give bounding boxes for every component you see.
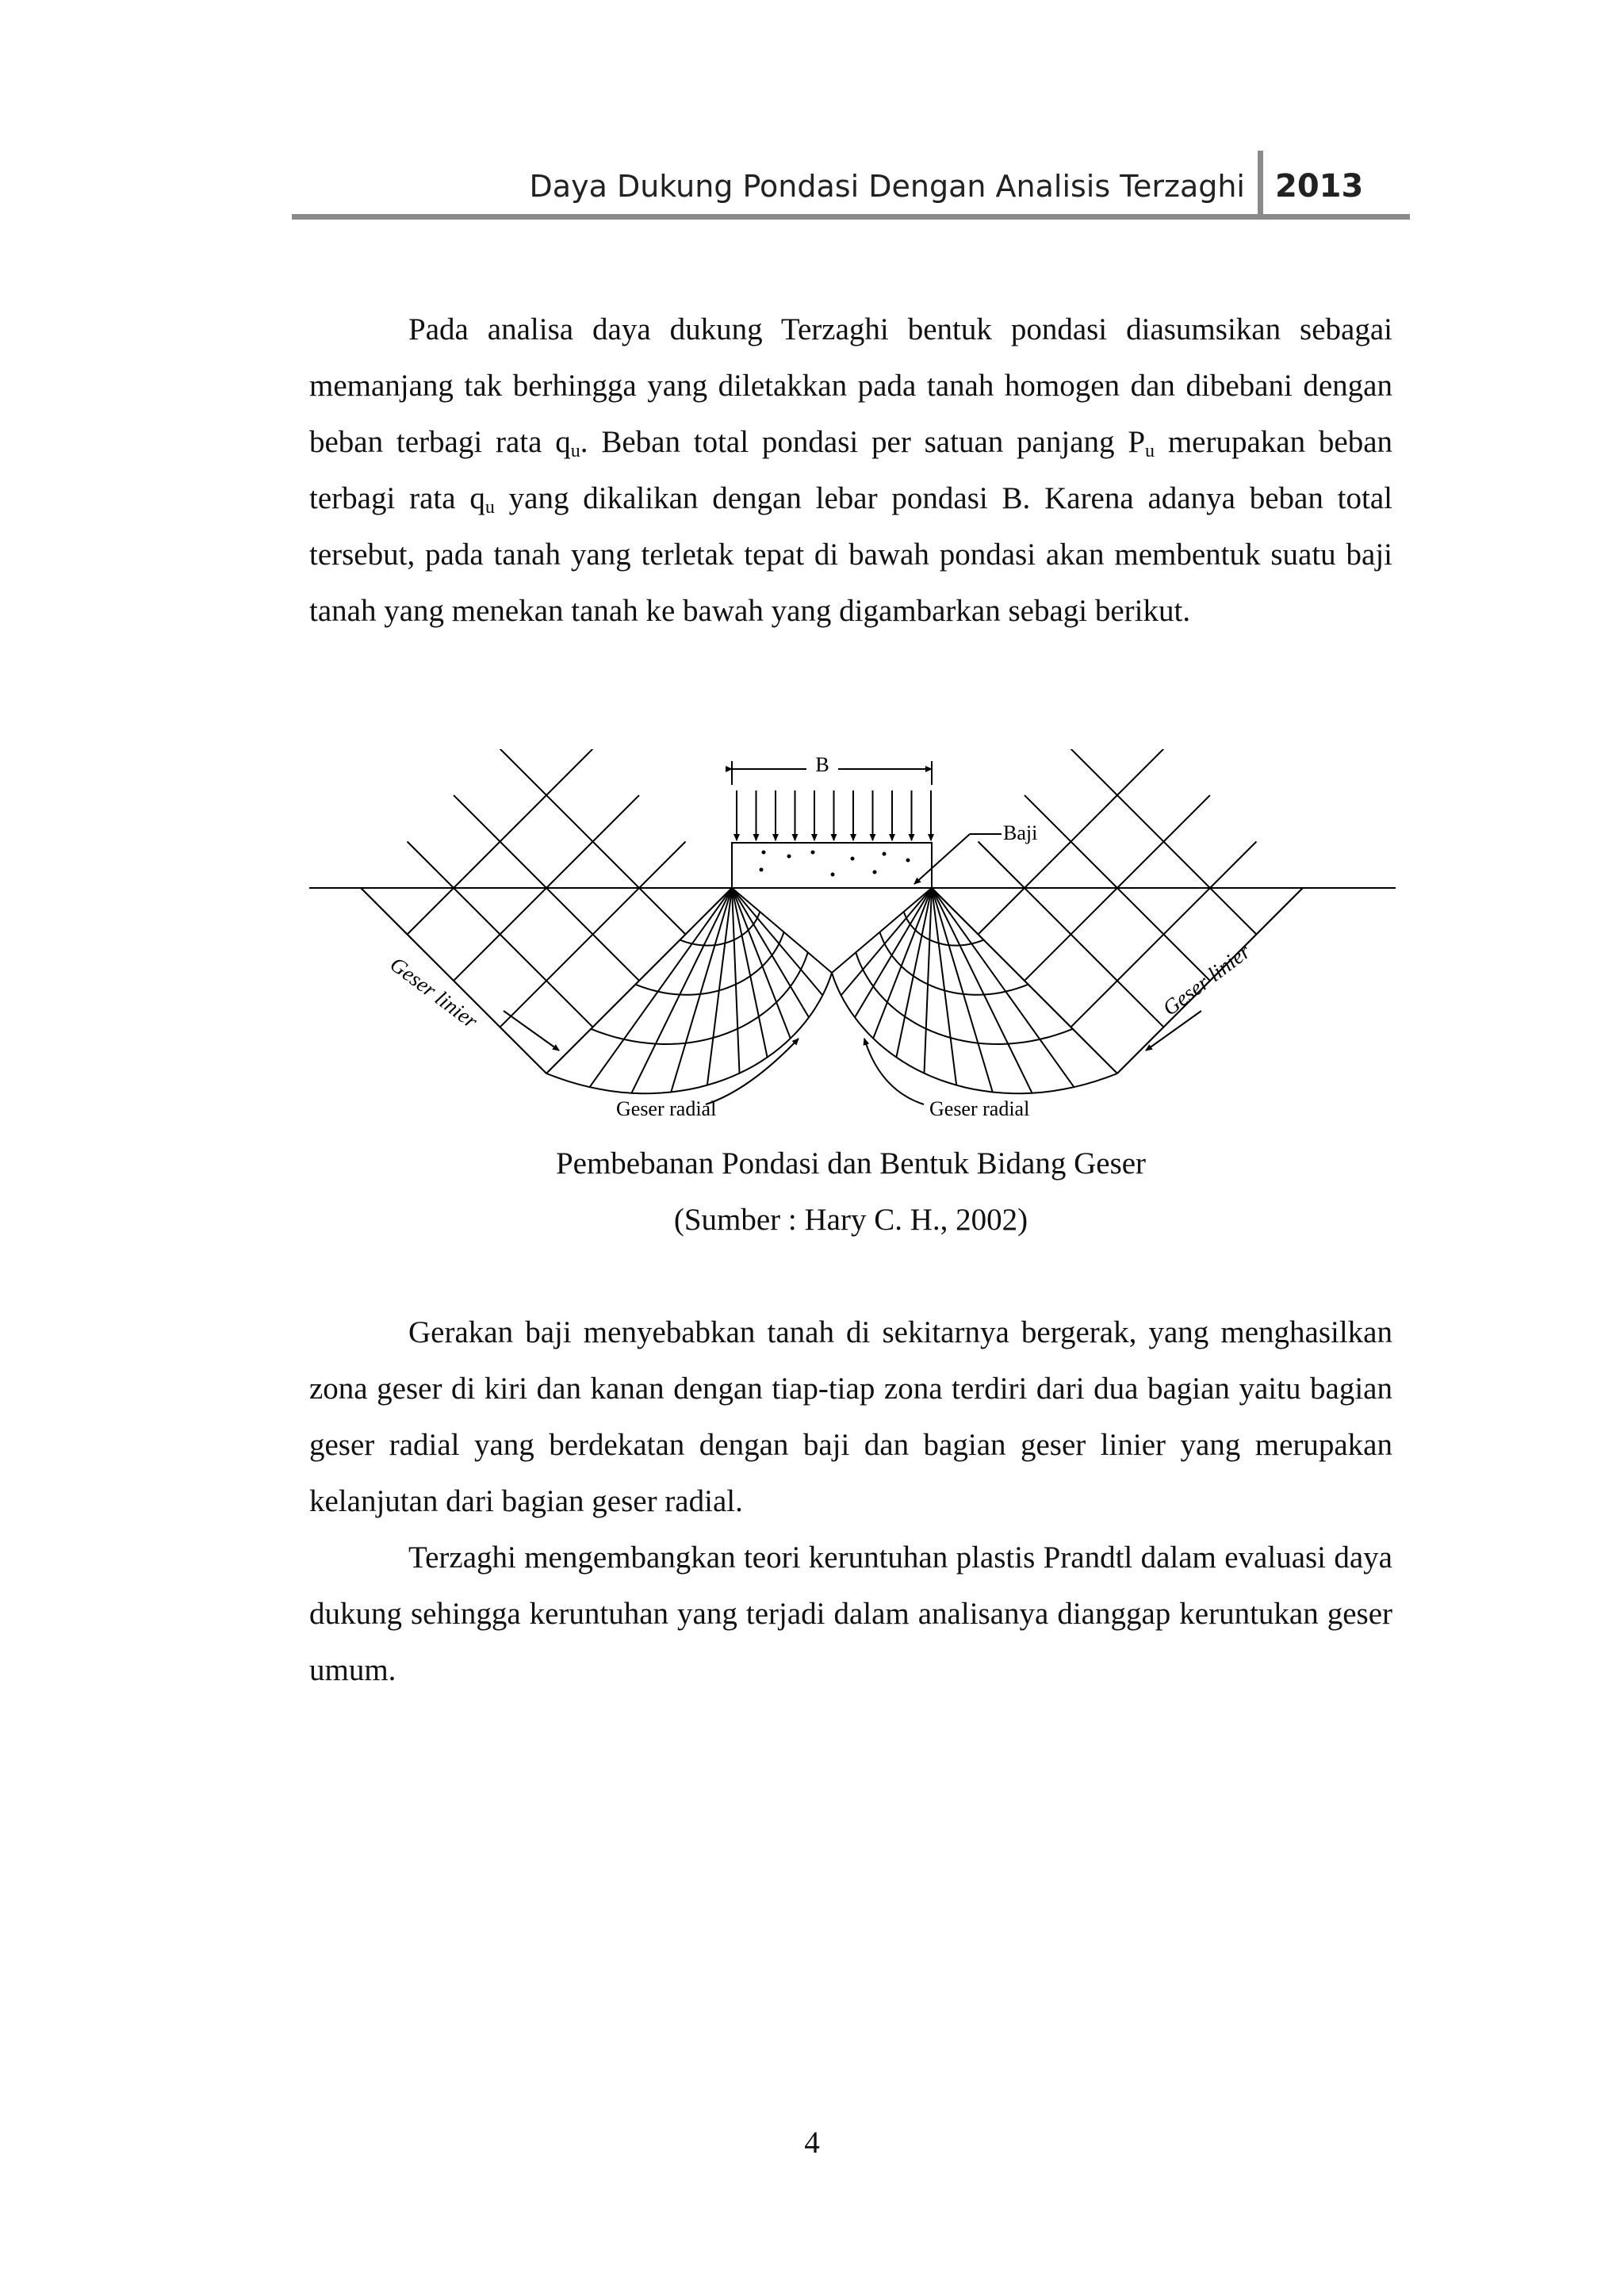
footing-speck: [873, 871, 877, 874]
footing-outline: [732, 843, 932, 888]
footing-speck: [787, 855, 791, 859]
figure-caption-title: Pembebanan Pondasi dan Bentuk Bidang Geser: [555, 1146, 1147, 1181]
paragraph-3: Terzaghi mengembangkan teori keruntuhan plastis Prandtl dalam evaluasi daya dukung sehingga keruntuhan yang terjadi dalam analisanya dianggap keruntukan geser umum.: [309, 1540, 1392, 1687]
radial-motion-arrow-left: [706, 1039, 799, 1104]
header-separator: [1258, 151, 1263, 214]
running-header-title: Daya Dukung Pondasi Dengan Analisis Terzaghi: [529, 169, 1245, 204]
footing-speck: [831, 873, 835, 877]
footing-speck: [762, 851, 766, 855]
paragraph-2: Gerakan baji menyebabkan tanah di sekitarnya bergerak, yang menghasilkan zona geser di kiri dan kanan dengan tiap-tiap zona terdiri dari dua bagian yaitu bagian geser radial yang berdekatan dengan baji dan bagian geser linier yang merupakan kelanjutan dari bagian geser radial.: [309, 1315, 1392, 1518]
baji-leader-arrow: [914, 834, 970, 884]
footing-speck: [851, 857, 855, 861]
radial-shear-ray: [732, 888, 809, 1017]
shear-zone-lines: [309, 749, 1396, 1104]
footing-speck: [906, 859, 910, 863]
page-number: 4: [804, 2126, 820, 2160]
running-header-year: 2013: [1275, 168, 1364, 205]
figure-caption-source: (Sumber : Hary C. H., 2002): [673, 1203, 1028, 1237]
label-b: B: [815, 753, 829, 776]
label-geser-linier-right: Geser linier: [1158, 939, 1255, 1020]
footing-speck: [883, 852, 887, 856]
radial-motion-arrow-right: [864, 1039, 924, 1104]
foundation-diagram: [305, 749, 1400, 1130]
label-geser-radial-right: Geser radial: [929, 1097, 1030, 1120]
linear-motion-arrow-left: [504, 1011, 559, 1050]
paragraph-1: Pada analisa daya dukung Terzaghi bentuk pondasi diasumsikan sebagai memanjang tak berhingga yang diletakkan pada tanah homogen dan dibebani dengan beban terbagi rata $q_u$. Beban total pondasi per satuan panjang $P_u$ merupakan beban terbagi rata $q_u$ yang dikalikan dengan lebar pondasi B. Karena adanya beban total tersebut, pada tanah yang terletak tepat di bawah pondasi akan membentuk suatu baji tanah yang menekan tanah ke bawah yang digambarkan sebagi berikut.: [309, 312, 1393, 628]
footing-speck: [760, 868, 764, 872]
label-geser-radial-left: Geser radial: [616, 1097, 717, 1120]
label-baji: Baji: [1003, 821, 1038, 844]
header-rule: [292, 214, 1410, 220]
radial-shear-ray: [855, 888, 932, 1017]
label-geser-linier-left: Geser linier: [385, 951, 483, 1033]
footing-speck: [811, 851, 815, 855]
